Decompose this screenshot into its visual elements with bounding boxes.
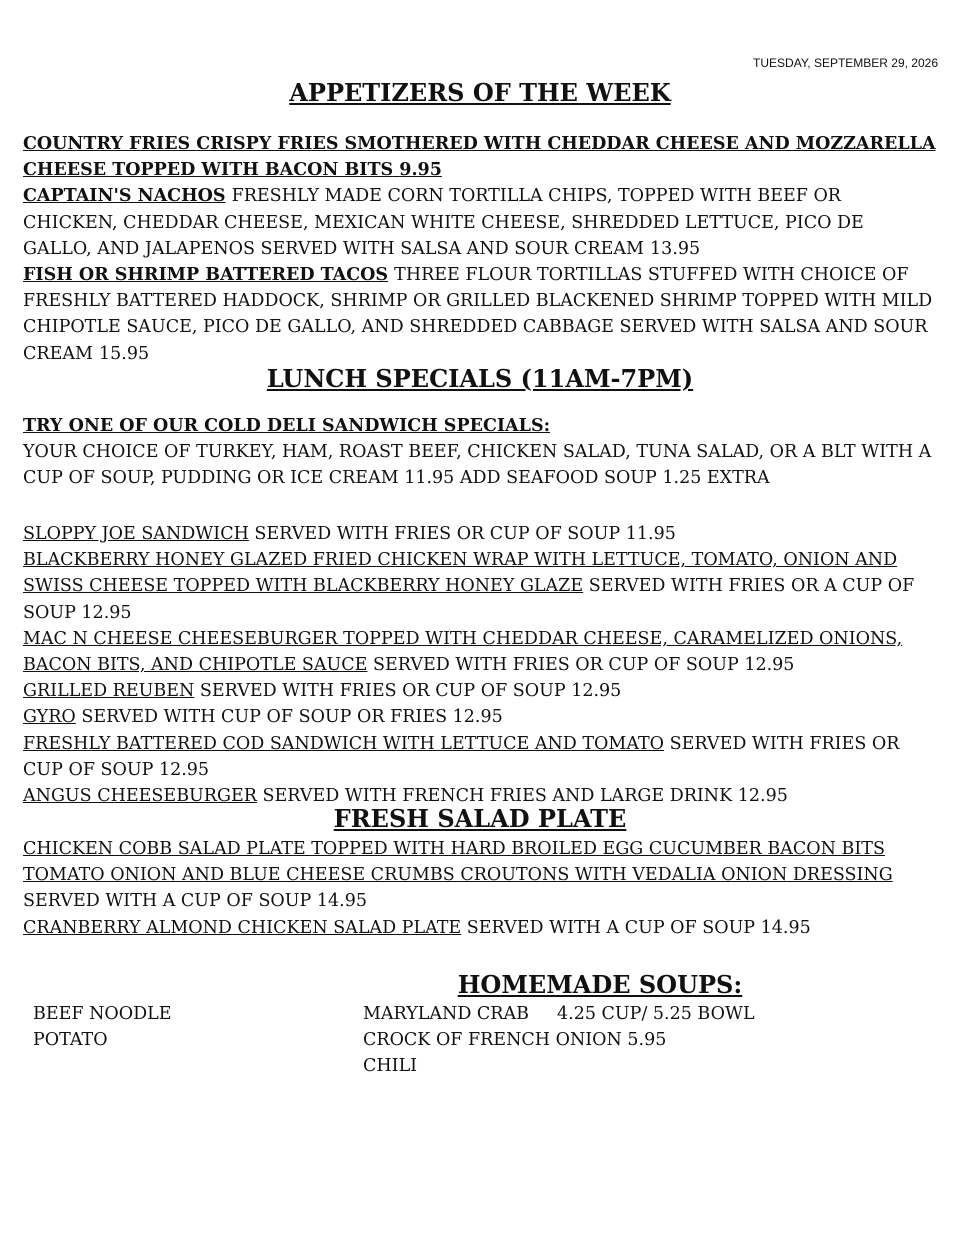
salad-item-name: CHICKEN COBB SALAD PLATE TOPPED WITH HARD BROILED EGG CUCUMBER BACON BITS TOMATO ONION AND BLUE CHEESE CRUMBS CROUTONS WITH VEDALIA ONION DRESSING [23, 839, 893, 886]
appetizer-item [23, 131, 938, 183]
lunch-item-name: GYRO [23, 707, 76, 728]
lunch-item-name: GRILLED REUBEN [23, 681, 195, 702]
soup-item: CHILI [363, 1056, 418, 1077]
lunch-item-name: ANGUS CHEESEBURGER [23, 786, 257, 807]
soup-item: BEEF NOODLE [33, 1004, 172, 1024]
salad-item-name: CRANBERRY ALMOND CHICKEN SALAD PLATE [23, 917, 462, 938]
soup-price-line: 4.25 CUP/ 5.25 BOWL [557, 1004, 755, 1024]
lunch-heading: LUNCH SPECIALS (11AM-7PM) [266, 364, 694, 393]
appetizer-desc: FRESHLY MADE CORN TORTILLA CHIPS, TOPPED WITH BEEF OR CHICKEN, CHEDDAR CHEESE, MEXICAN WHITE CHEESE, SHREDDED LETTUCE, PICO DE GALLO, AND JALAPENOS SERVED WITH SALSA AND SOUR CREAM [23, 186, 864, 259]
lunch-item-name: MAC N CHEESE CHEESEBURGER TOPPED WITH CHEDDAR CHEESE, CARAMELIZED ONIONS, BACON BITS, AND CHIPOTLE SAUCE [23, 628, 903, 676]
appetizer-price: 13.95 [650, 238, 701, 259]
lunch-item-desc: SERVED WITH FRIES OR CUP OF SOUP 12.95 [199, 681, 622, 702]
lunch-item-name: SLOPPY JOE SANDWICH [23, 524, 249, 544]
salad-list [23, 836, 938, 941]
lunch-item [23, 704, 938, 730]
appetizer-desc: THREE FLOUR TORTILLAS STUFFED WITH CHOICE OF FRESHLY BATTERED HADDOCK, SHRIMP OR GRILLED BLACKENED SHRIMP TOPPED WITH MILD CHIPOTLE SAUCE, PICO DE GALLO, AND SHREDDED CABBAGE SERVED WITH SALSA AND SOUR CREAM [23, 265, 933, 364]
lunch-item-name: FRESHLY BATTERED COD SANDWICH WITH LETTUCE AND TOMATO [23, 733, 665, 754]
appetizers-list [23, 131, 938, 367]
lunch-item [23, 521, 938, 547]
lunch-list [23, 521, 938, 809]
lunch-item-desc: SERVED WITH CUP OF SOUP OR FRIES 12.95 [81, 707, 503, 728]
appetizer-price: 9.95 [399, 160, 442, 181]
appetizer-item [23, 262, 938, 367]
soup-item: POTATO [33, 1030, 108, 1051]
lunch-item-desc: SERVED WITH FRIES OR CUP OF SOUP 12.95 [373, 655, 795, 676]
soups-heading: HOMEMADE SOUPS: [457, 970, 743, 999]
appetizers-heading: APPETIZERS OF THE WEEK [289, 78, 671, 107]
soups-left-column [33, 1001, 172, 1053]
appetizer-name: CAPTAIN'S NACHOS [23, 186, 226, 207]
lunch-item [23, 731, 938, 783]
lunch-item [23, 678, 938, 704]
appetizer-item [23, 183, 938, 262]
appetizer-price: 15.95 [99, 343, 150, 364]
appetizer-name: FISH OR SHRIMP BATTERED TACOS [23, 265, 389, 286]
appetizer-desc: CRISPY FRIES SMOTHERED WITH CHEDDAR CHEESE AND MOZZARELLA CHEESE TOPPED WITH BACON BITS [23, 134, 936, 181]
lunch-item [23, 626, 938, 678]
lunch-item-desc: SERVED WITH FRIES OR CUP OF SOUP 11.95 [254, 524, 676, 544]
lunch-item-desc: SERVED WITH FRIES OR CUP OF SOUP 12.95 [23, 733, 900, 780]
deli-heading: TRY ONE OF OUR COLD DELI SANDWICH SPECIALS: [23, 416, 551, 436]
salad-item [23, 836, 938, 915]
salad-item-desc: SERVED WITH A CUP OF SOUP 14.95 [23, 891, 367, 912]
deli-section [23, 413, 938, 492]
appetizer-name: COUNTRY FRIES [23, 134, 191, 154]
soup-item: MARYLAND CRAB [363, 1004, 529, 1024]
lunch-item-desc: SERVED WITH FRIES OR A CUP OF SOUP 12.95 [23, 576, 915, 623]
date-stamp: TUESDAY, SEPTEMBER 29, 2026 [753, 56, 938, 70]
soup-item: CROCK OF FRENCH ONION 5.95 [363, 1030, 667, 1051]
deli-description: YOUR CHOICE OF TURKEY, HAM, ROAST BEEF, CHICKEN SALAD, TUNA SALAD, OR A BLT WITH A CUP OF SOUP, PUDDING OR ICE CREAM 11.95 ADD SEAFOOD SOUP 1.25 EXTRA [23, 442, 932, 489]
lunch-item-desc: SERVED WITH FRENCH FRIES AND LARGE DRINK 12.95 [262, 786, 788, 807]
lunch-item-name: BLACKBERRY HONEY GLAZED FRIED CHICKEN WRAP WITH LETTUCE, TOMATO, ONION AND SWISS CHEESE TOPPED WITH BLACKBERRY HONEY GLAZE [23, 550, 898, 597]
lunch-item [23, 547, 938, 626]
salad-item-desc: SERVED WITH A CUP OF SOUP 14.95 [466, 917, 811, 938]
salad-item [23, 915, 938, 941]
salad-heading: FRESH SALAD PLATE [333, 804, 627, 833]
